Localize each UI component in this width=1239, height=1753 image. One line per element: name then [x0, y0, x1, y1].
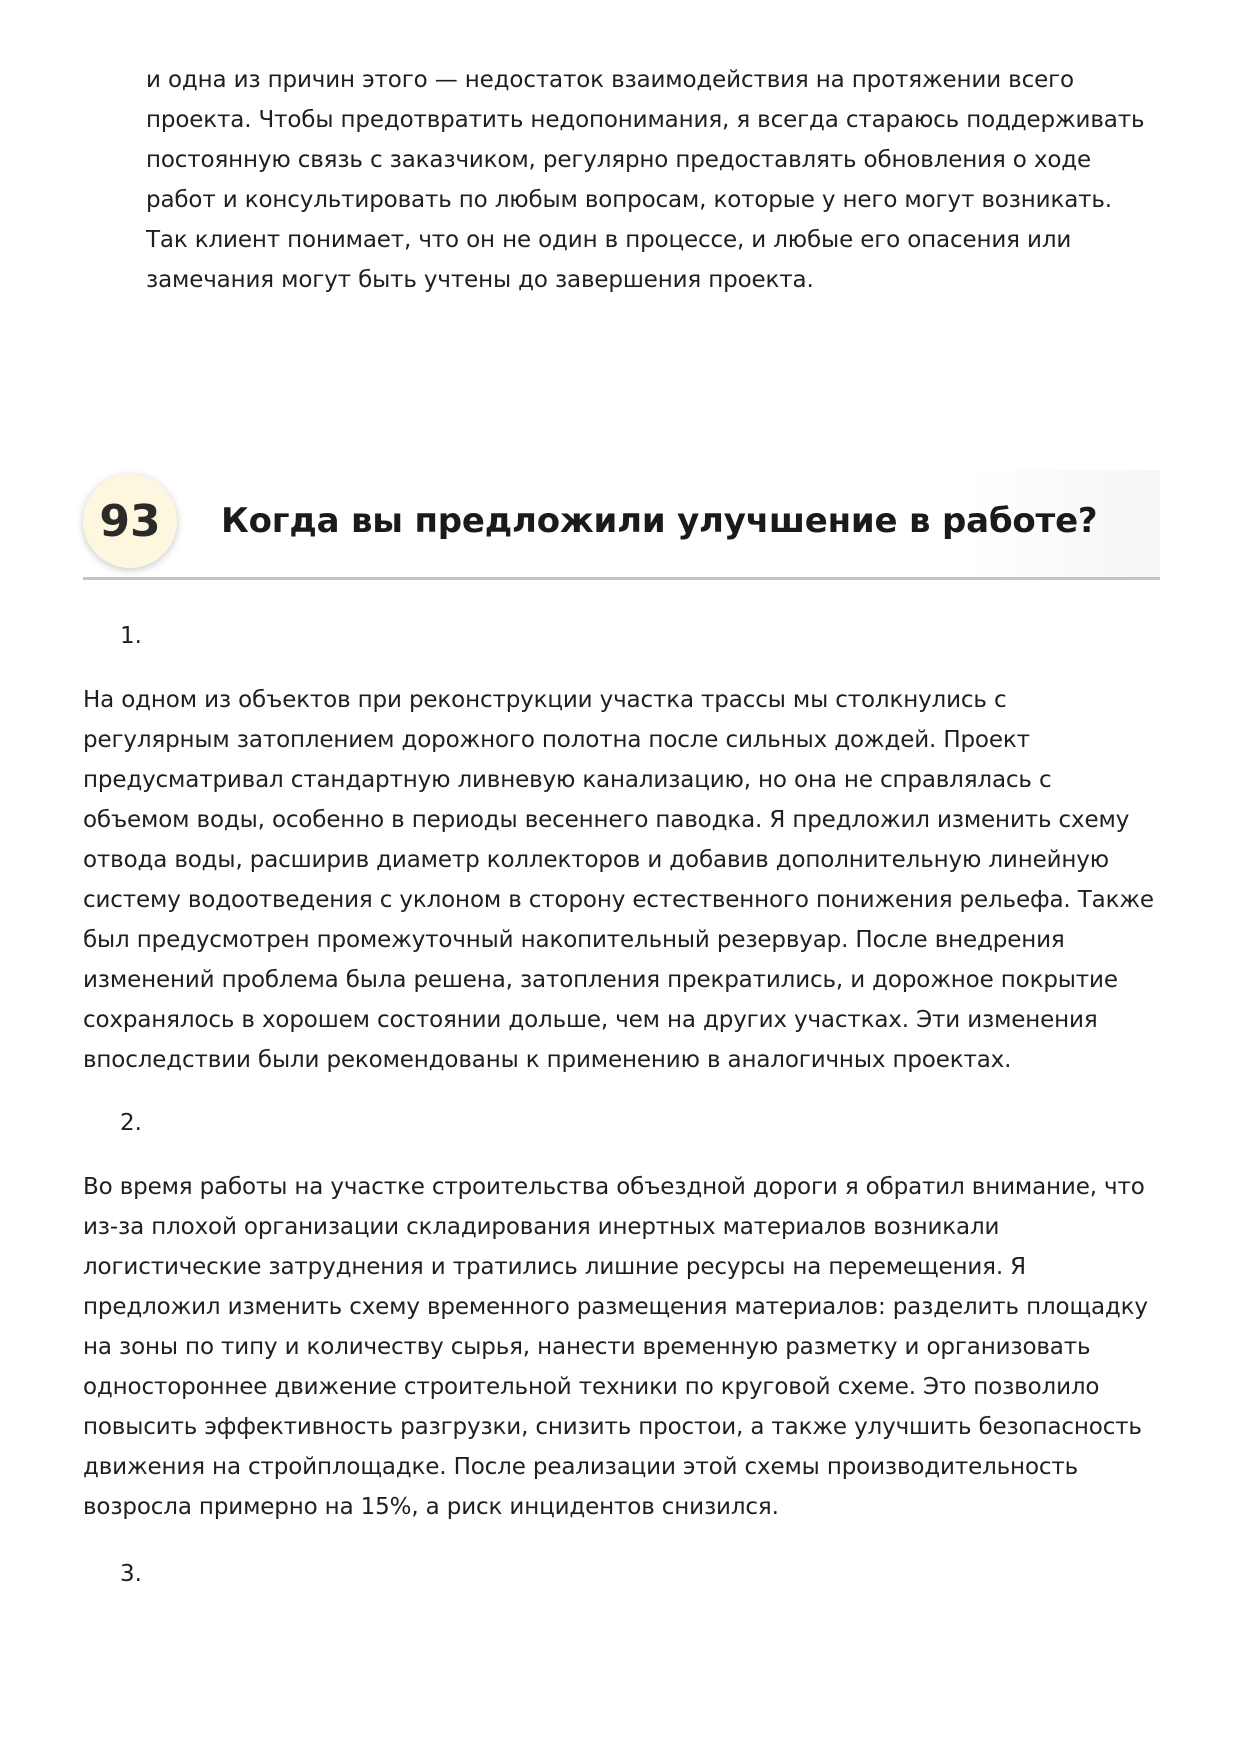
answer-paragraph-2: Во время работы на участке строительства объездной дороги я обратил внимание, что из-за плохой организации складирования инертных материалов возникали логистические затруднения и тратились лишние ресурсы на перемещения. Я предложил изменить схему временного размещения материалов: разделить площадку на зоны по типу и количеству сырья, нанести временную разметку и организовать одностороннее движение строительной техники по круговой схеме. Это позволило повысить эффективность разгрузки, снизить простои, а также улучшить безопасность движения на стройплощадке. После реализации этой схемы производительность возросла примерно на 15%, а риск инцидентов снизился. — [83, 1174, 1148, 1520]
answer-marker-2: 2. — [120, 1110, 142, 1136]
answer-paragraph-1: На одном из объектов при реконструкции участка трассы мы столкнулись с регулярным затоплением дорожного полотна после сильных дождей. Проект предусматривал стандартную ливневую канализацию, но она не справлялась с объемом воды, особенно в периоды весеннего паводка. Я предложил изменить схему отвода воды, расширив диаметр коллекторов и добавив дополнительную линейную систему водоотведения с уклоном в сторону естественного понижения рельефа. Также был предусмотрен промежуточный накопительный резервуар. После внедрения изменений проблема была решена, затопления прекратились, и дорожное покрытие сохранялось в хорошем состоянии дольше, чем на других участках. Эти изменения впоследствии были рекомендованы к применению в аналогичных проектах. — [83, 687, 1154, 1073]
question-header — [83, 470, 1160, 580]
question-title: Когда вы предложили улучшение в работе? — [221, 501, 1098, 541]
intro-paragraph: и одна из причин этого — недостаток взаимодействия на протяжении всего проекта. Чтобы предотвратить недопонимания, я всегда стараюсь поддерживать постоянную связь с заказчиком, регулярно предоставлять обновления о ходе работ и консультировать по любым вопросам, которые у него могут возникать. Так клиент понимает, что он не один в процессе, и любые его опасения или замечания могут быть учтены до завершения проекта. — [146, 67, 1145, 293]
answer-marker-3: 3. — [120, 1561, 142, 1587]
question-number-badge: 93 — [83, 474, 177, 568]
answer-marker-1: 1. — [120, 623, 142, 649]
